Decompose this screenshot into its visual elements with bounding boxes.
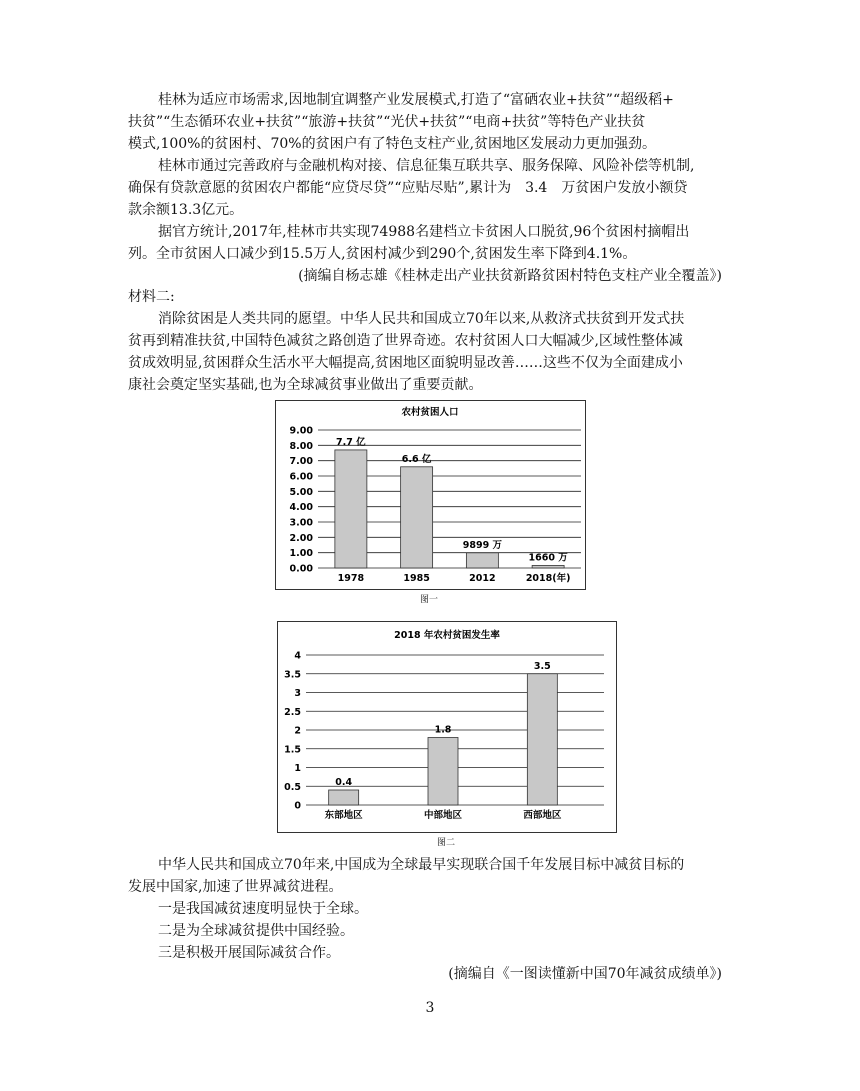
category-label: 2012 — [469, 573, 496, 584]
y-tick-label: 4.00 — [289, 502, 313, 514]
m1-p2-line3: 款余额13.3亿元。 — [128, 202, 244, 218]
m2-p1-line2: 贫再到精准扶贫,中国特色减贫之路创造了世界奇迹。农村贫困人口大幅减少,区域性整体减 — [128, 333, 683, 349]
category-label: 1985 — [403, 573, 430, 584]
bar — [329, 790, 359, 805]
chart-title: 2018 年农村贫困发生率 — [394, 630, 500, 641]
y-tick-label: 2 — [294, 725, 301, 737]
data-label: 1660 万 — [528, 552, 568, 564]
y-tick-label: 1 — [294, 763, 301, 774]
m1-p3-line1: 据官方统计,2017年,桂林市共实现74988名建档立卡贫困人口脱贫,96个贫困村摘帽出 — [158, 224, 690, 240]
bar — [401, 467, 433, 568]
data-label: 3.5 — [533, 660, 551, 672]
y-tick-label: 7.00 — [289, 456, 313, 468]
chart-title: 农村贫困人口 — [401, 407, 459, 418]
chart-two-frame — [277, 621, 617, 833]
category-label: 中部地区 — [423, 810, 463, 821]
y-tick-label: 0.5 — [284, 781, 301, 793]
bar — [428, 738, 458, 806]
bar — [527, 674, 557, 805]
y-tick-label: 5.00 — [289, 486, 313, 498]
y-tick-label: 3.5 — [284, 669, 301, 681]
m2-p1-line3: 贫成效明显,贫困群众生活水平大幅提高,贫困地区面貌明显改善……这些不仅为全面建成小 — [128, 355, 683, 371]
m2-p1-line1: 消除贫困是人类共同的愿望。中华人民共和国成立70年以来,从救济式扶贫到开发式扶 — [158, 311, 685, 327]
bar — [335, 450, 367, 568]
y-tick-label: 2.5 — [284, 706, 301, 718]
y-tick-label: 3 — [294, 688, 301, 699]
y-tick-label: 0.00 — [289, 563, 313, 575]
data-label: 7.7 亿 — [336, 436, 366, 448]
y-tick-label: 3.00 — [289, 517, 313, 529]
data-label: 1.8 — [434, 724, 452, 736]
m1-p3-line2: 列。全市贫困人口减少到15.5万人,贫困村减少到290个,贫困发生率下降到4.1%。 — [128, 246, 637, 262]
chart-one — [276, 401, 585, 589]
chart-two — [278, 622, 616, 832]
m1-p1-line1: 桂林为适应市场需求,因地制宜调整产业发展模式,打造了“富硒农业+扶贫”“超级稻+ — [158, 92, 674, 108]
chart-one-caption: 图一 — [419, 595, 438, 605]
y-tick-label: 8.00 — [289, 440, 313, 452]
m2-point-2: 二是为全球减贫提供中国经验。 — [158, 923, 354, 939]
m2-p2-line1: 中华人民共和国成立70年来,中国成为全球最早实现联合国千年发展目标中减贫目标的 — [158, 857, 685, 873]
y-tick-label: 0 — [294, 800, 301, 812]
y-tick-label: 2.00 — [289, 532, 313, 544]
m2-p2-line2: 发展中国家,加速了世界减贫进程。 — [128, 879, 343, 895]
m2-point-1: 一是我国减贫速度明显快于全球。 — [158, 901, 368, 917]
data-label: 6.6 亿 — [401, 453, 432, 465]
m1-p1-line2: 扶贫”“生态循环农业+扶贫”“旅游+扶贫”“光伏+扶贫”“电商+扶贫”等特色产业扶贫 — [128, 114, 646, 130]
m1-source: (摘编自杨志雄《桂林走出产业扶贫新路贫困村特色支柱产业全覆盖》) — [298, 268, 722, 284]
m1-p2-line2: 确保有贷款意愿的贫困农户都能“应贷尽贷”“应贴尽贴”,累计为 3.4 万贫困户发放小额贷 — [128, 180, 688, 196]
bar — [532, 565, 564, 568]
y-tick-label: 4 — [294, 650, 301, 662]
y-tick-label: 1.00 — [289, 548, 313, 560]
y-tick-label: 1.5 — [284, 744, 301, 756]
data-label: 0.4 — [335, 777, 353, 788]
chart-two-caption: 图二 — [436, 838, 455, 848]
bar — [466, 553, 498, 568]
y-tick-label: 9.00 — [289, 425, 313, 437]
m2-point-3: 三是积极开展国际减贫合作。 — [158, 945, 340, 961]
chart-one-frame — [275, 400, 586, 590]
m2-p1-line4: 康社会奠定坚实基础,也为全球减贫事业做出了重要贡献。 — [128, 377, 483, 393]
data-label: 9899 万 — [462, 539, 502, 551]
category-label: 2018(年) — [525, 573, 571, 584]
m1-p1-line3: 模式,100%的贫困村、70%的贫困户有了特色支柱产业,贫困地区发展动力更加强劲。 — [128, 136, 657, 152]
m1-p2-line1: 桂林市通过完善政府与金融机构对接、信息征集互联共享、服务保障、风险补偿等机制, — [158, 158, 695, 174]
category-label: 东部地区 — [324, 810, 363, 821]
m2-heading: 材料二: — [128, 289, 175, 305]
category-label: 1978 — [337, 573, 365, 584]
y-tick-label: 6.00 — [289, 471, 313, 483]
page-number: 3 — [425, 1000, 435, 1016]
category-label: 西部地区 — [523, 810, 562, 821]
m2-source: (摘编自《一图读懂新中国70年减贫成绩单》) — [448, 966, 722, 982]
